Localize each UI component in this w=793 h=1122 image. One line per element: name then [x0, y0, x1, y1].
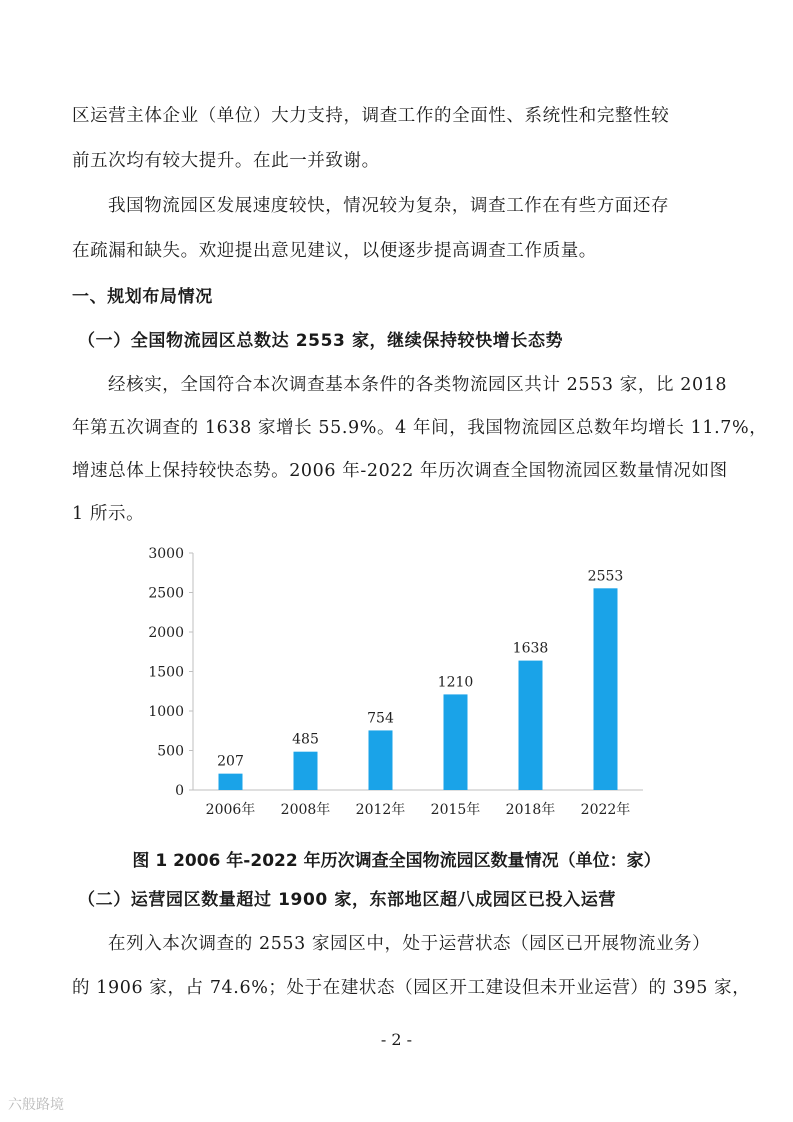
y-tick-label: 1500 — [148, 664, 184, 681]
watermark: 六般路境 — [8, 1097, 64, 1113]
x-tick-label: 2012年 — [355, 802, 406, 818]
section-heading: 一、规划布局情况 — [72, 287, 213, 307]
paragraph-line: 增速总体上保持较快态势。2006 年-2022 年历次调查全国物流园区数量情况如图 — [72, 461, 728, 481]
x-tick-label: 2008年 — [280, 802, 331, 818]
x-tick-label: 2018年 — [505, 802, 556, 818]
y-tick-label: 2000 — [148, 625, 184, 641]
x-tick-label: 2022年 — [580, 802, 631, 818]
bar — [519, 661, 543, 790]
x-tick-label: 2015年 — [430, 802, 481, 818]
paragraph-line: 在疏漏和缺失。欢迎提出意见建议，以便逐步提高调查工作质量。 — [72, 241, 597, 261]
figure-caption: 图 1 2006 年-2022 年历次调查全国物流园区数量情况（单位：家） — [132, 851, 661, 871]
bar — [294, 752, 318, 790]
y-tick-label: 3000 — [148, 546, 184, 562]
bar — [594, 588, 618, 790]
data-label: 485 — [292, 731, 319, 748]
y-tick-label: 2500 — [148, 585, 184, 602]
paragraph-line: 1 所示。 — [72, 504, 145, 524]
data-label: 207 — [217, 753, 244, 770]
paragraph-line: 我国物流园区发展速度较快，情况较为复杂，调查工作在有些方面还存 — [108, 196, 670, 216]
data-label: 2553 — [587, 568, 624, 585]
subsection-heading: （一）全国物流园区总数达 2553 家，继续保持较快增长态势 — [78, 331, 564, 351]
paragraph-line: 的 1906 家，占 74.6%；处于在建状态（园区开工建设但未开业运营）的 395 家， — [72, 978, 751, 998]
y-tick-label: 1000 — [148, 704, 184, 720]
y-tick-label: 500 — [157, 743, 184, 760]
data-label: 1210 — [437, 674, 474, 691]
paragraph-line: 经核实，全国符合本次调查基本条件的各类物流园区共计 2553 家，比 2018 — [108, 375, 728, 395]
bar — [444, 694, 468, 790]
y-tick-label: 0 — [175, 783, 184, 799]
x-tick-label: 2006年 — [205, 802, 256, 818]
paragraph-line: 年第五次调查的 1638 家增长 55.9%。4 年间，我国物流园区总数年均增长 11.7%， — [72, 418, 768, 438]
data-label: 754 — [367, 710, 394, 727]
data-label: 1638 — [512, 640, 549, 657]
subsection-heading: （二）运营园区数量超过 1900 家，东部地区超八成园区已投入运营 — [78, 890, 616, 910]
bar — [369, 730, 393, 790]
page-number: - 2 - — [380, 1030, 413, 1049]
bar — [219, 774, 243, 790]
paragraph-line: 前五次均有较大提升。在此一并致谢。 — [72, 151, 380, 171]
paragraph-line: 在列入本次调查的 2553 家园区中，处于运营状态（园区已开展物流业务） — [108, 934, 711, 954]
paragraph-line: 区运营主体企业（单位）大力支持，调查工作的全面性、系统性和完整性较 — [72, 106, 670, 126]
bar-chart — [148, 538, 648, 838]
